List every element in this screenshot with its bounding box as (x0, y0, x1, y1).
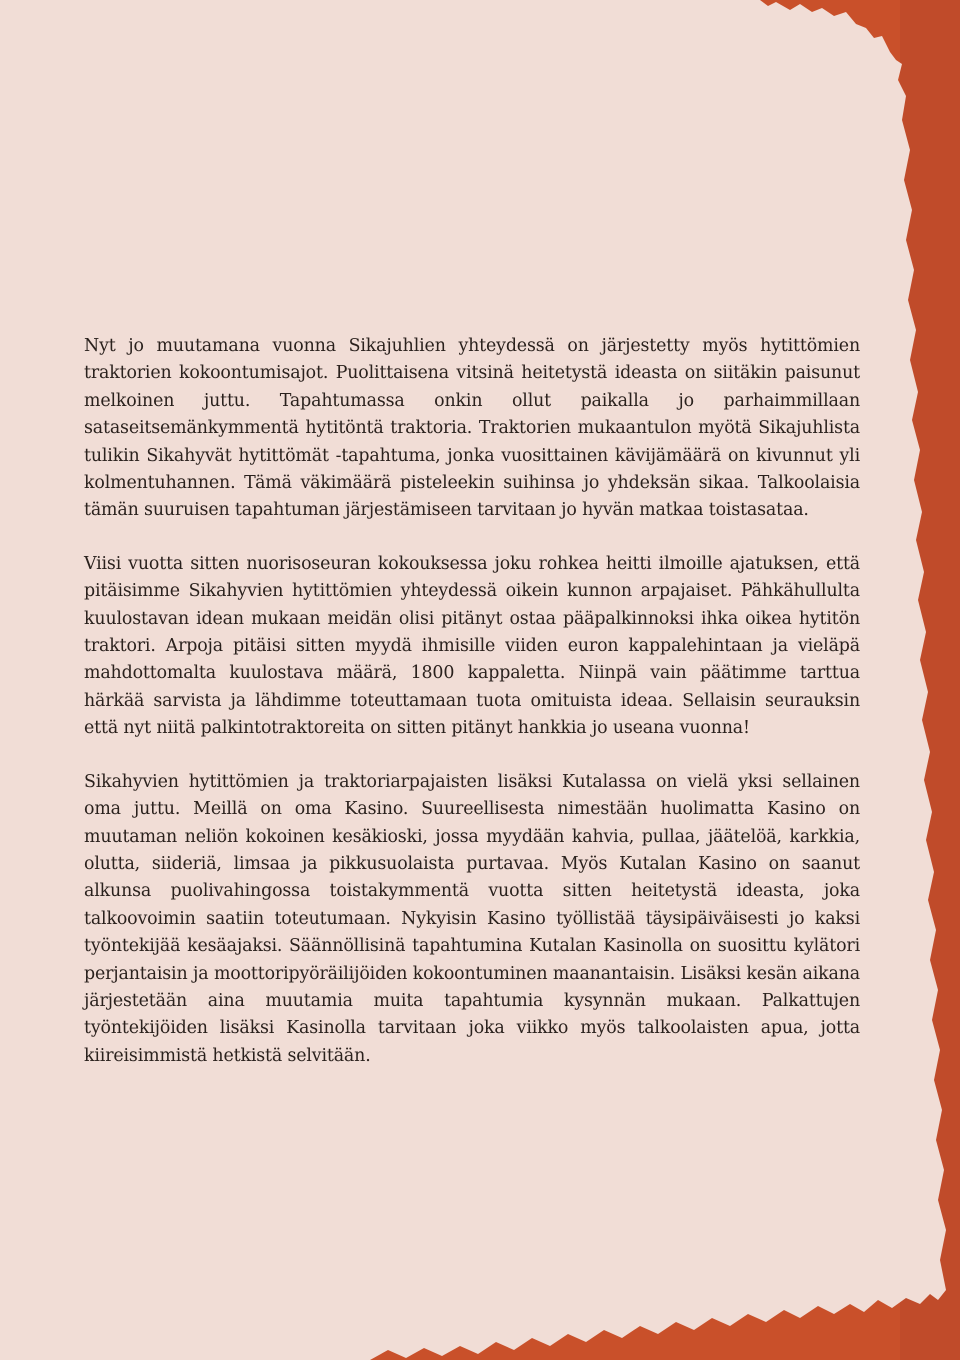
article-body (84, 333, 860, 1096)
paragraph-tractor-meetup: Nyt jo muutamana vuonna Sikajuhlien yhteydessä on järjestetty myös hytittömien traktorien kokoontumisajot. Puolittaisena vitsinä heitetystä ideasta on siitäkin paisunut melkoinen juttu. Tapahtumassa onkin ollut paikalla jo parhaimmillaan sataseitsemänkymmentä hytitöntä traktoria. Traktorien mukaantulon myötä Sikajuhlista tulikin Sikahyvät hytittömät -tapahtuma, jonka vuosittainen kävijämäärä on kivunnut yli kolmentuhannen. Tämä väkimäärä pisteleekin suihinsa jo yhdeksän sikaa. Talkoolaisia tämän suuruisen tapahtuman järjestämiseen tarvitaan jo hyvän matkaa toistasataa. (84, 336, 860, 521)
paragraph-kasino: Sikahyvien hytittömien ja traktoriarpajaisten lisäksi Kutalassa on vielä yksi sellainen oma juttu. Meillä on oma Kasino. Suureellisesta nimestään huolimatta Kasino on muutaman neliön kokoinen kesäkioski, jossa myydään kahvia, pullaa, jäätelöä, karkkia, olutta, siideriä, limsaa ja pikkusuolaista purtavaa. Myös Kutalan Kasino on saanut alkunsa puolivahingossa toistakymmentä vuotta sitten heitetystä ideasta, joka talkoovoimin saatiin toteutumaan. Nykyisin Kasino työllistää täysipäiväisesti jo kaksi työntekijää kesäajaksi. Säännöllisinä tapahtumina Kutalan Kasinolla on suosittu kylätori perjantaisin ja moottoripyöräilijöiden kokoontuminen maanantaisin. Lisäksi kesän aikana järjestetään aina muutamia muita tapahtumia kysynnän mukaan. Palkattujen työntekijöiden lisäksi Kasinolla tarvitaan joka viikko myös talkoolaisten apua, jotta kiireisimmistä hetkistä selvitään. (84, 771, 860, 1066)
paragraph-lottery: Viisi vuotta sitten nuorisoseuran kokouksessa joku rohkea heitti ilmoille ajatuksen, että pitäisimme Sikahyvien hytittömien yhteydessä oikein kunnon arpajaiset. Pähkähullulta kuulostavan idean mukaan meidän olisi pitänyt ostaa pääpalkinnoksi ihka oikea hytitön traktori. Arpoja pitäisi sitten myydä ihmisille viiden euron kappalehintaan ja vieläpä mahdottomalta kuulostava määrä, 1800 kappaletta. Niinpä vain päätimme tarttua härkää sarvista ja lähdimme toteuttamaan tuota omituista ideaa. Sellaisin seurauksin että nyt niitä palkintotraktoreita on sitten pitänyt hankkia jo useana vuonna! (84, 553, 860, 739)
